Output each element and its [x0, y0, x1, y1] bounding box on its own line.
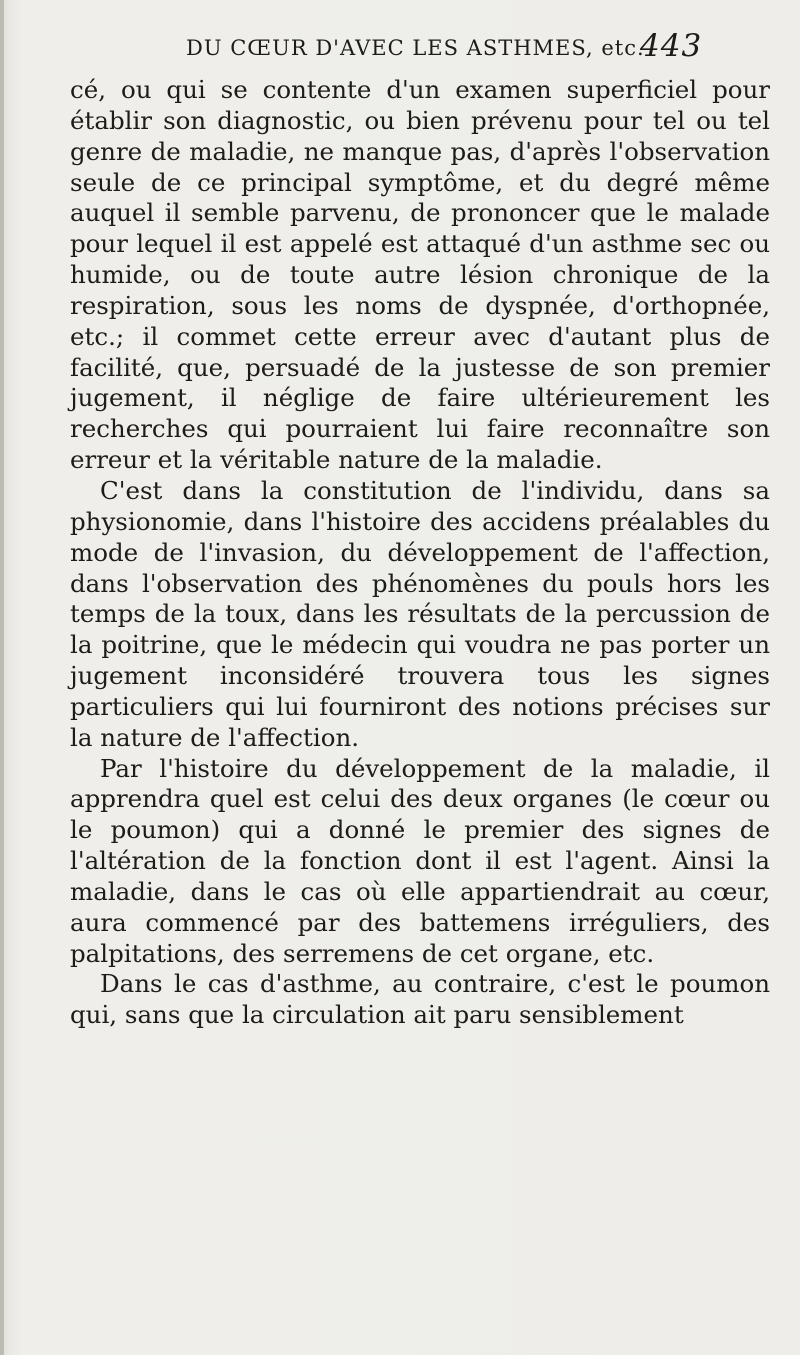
body-text [70, 75, 770, 1031]
paragraph: C'est dans la constitution de l'individu, dans sa physionomie, dans l'histoire des accidens préalables du mode de l'invasion, du développement de l'affection, dans l'observation des phénomènes du pouls hors les temps de la toux, dans les résultats de la percussion de la poitrine, que le médecin qui voudra ne pas porter un jugement inconsidéré trouvera tous les signes particuliers qui lui fourniront des notions précises sur la nature de l'affection. [70, 475, 770, 752]
page-number: 443 [640, 28, 703, 64]
paragraph: Par l'histoire du développement de la maladie, il apprendra quel est celui des deux organes (le cœur ou le poumon) qui a donné le premier des signes de l'altération de la fonction dont il est l'agent. Ainsi la maladie, dans le cas où elle appartiendrait au cœur, aura commencé par des battemens irréguliers, des palpitations, des serremens de cet organe, etc. [70, 753, 770, 968]
page-header [70, 28, 750, 80]
paragraph-continuation: cé, ou qui se contente d'un examen superficiel pour établir son diagnostic, ou bien prévenu pour tel ou tel genre de maladie, ne manque pas, d'après l'observation seule de ce principal symptôme, et du degré même auquel il semble parvenu, de prononcer que le malade pour lequel il est appelé est attaqué d'un asthme sec ou humide, ou de toute autre lésion chronique de la respiration, sous les noms de dyspnée, d'orthopnée, etc.; il commet cette erreur avec d'autant plus de facilité, que, persuadé de la justesse de son premier jugement, il néglige de faire ultérieurement les recherches qui pourraient lui faire reconnaître son erreur et la véritable nature de la maladie. [70, 75, 770, 475]
page-edge [0, 0, 4, 1355]
running-head: DU CŒUR D'AVEC LES ASTHMES, etc. [186, 36, 645, 60]
paragraph: Dans le cas d'asthme, au contraire, c'est le poumon qui, sans que la circulation ait paru sensiblement [70, 969, 770, 1030]
